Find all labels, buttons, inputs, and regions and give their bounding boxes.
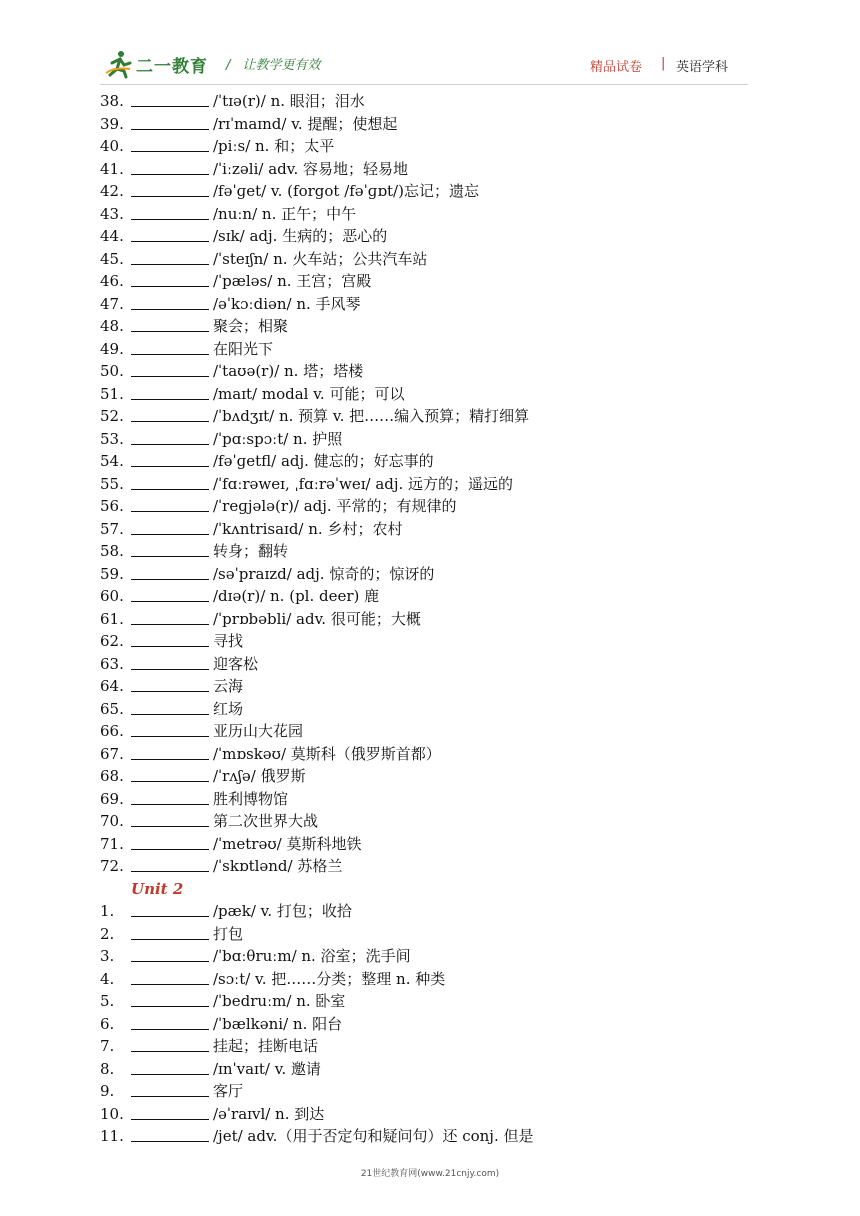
item-number: 5. <box>100 992 115 1010</box>
vocab-item <box>100 405 800 428</box>
vocab-item <box>100 900 800 923</box>
item-definition: 迎客松 <box>213 654 259 673</box>
answer-blank[interactable] <box>131 789 209 805</box>
answer-blank[interactable] <box>131 609 209 625</box>
item-definition: /səˈpraɪzd/ adj. 惊奇的；惊讶的 <box>213 564 435 583</box>
item-definition: /nuːn/ n. 正午；中午 <box>213 204 357 223</box>
vocab-item <box>100 428 800 451</box>
answer-blank[interactable] <box>131 834 209 850</box>
item-definition: /ˈkʌntrisaɪd/ n. 乡村；农村 <box>213 519 403 538</box>
item-number: 48. <box>100 317 124 335</box>
vocab-item <box>100 720 800 743</box>
vocab-item <box>100 338 800 361</box>
vocab-item <box>100 1125 800 1148</box>
item-definition: 在阳光下 <box>213 339 274 358</box>
vocab-item <box>100 203 800 226</box>
answer-blank[interactable] <box>131 204 209 220</box>
item-definition: /fəˈɡet/ v. (forgot /fəˈɡɒt/)忘记；遗忘 <box>213 182 479 200</box>
item-definition: /ˈtɪə(r)/ n. 眼泪；泪水 <box>213 92 365 110</box>
vocab-item <box>100 968 800 991</box>
item-number: 52. <box>100 407 124 425</box>
answer-blank[interactable] <box>131 744 209 760</box>
item-definition: /ˈsteɪʃn/ n. 火车站；公共汽车站 <box>213 249 428 268</box>
item-definition: /əˈraɪvl/ n. 到达 <box>213 1104 325 1123</box>
page-footer: 21世纪教育网(www.21cnjy.com) <box>360 1169 500 1179</box>
item-definition: /ɪnˈvaɪt/ v. 邀请 <box>213 1059 321 1078</box>
answer-blank[interactable] <box>131 406 209 422</box>
item-number: 45. <box>100 249 124 268</box>
item-definition: /dɪə(r)/ n. (pl. deer) 鹿 <box>213 587 380 605</box>
vocab-item <box>100 990 800 1013</box>
answer-blank[interactable] <box>131 564 209 580</box>
answer-blank[interactable] <box>131 136 209 152</box>
item-number: 47. <box>100 294 124 313</box>
item-definition: 胜利博物馆 <box>213 789 289 808</box>
vocab-item <box>100 450 800 473</box>
vocab-item <box>100 653 800 676</box>
item-number: 11. <box>100 1127 124 1145</box>
answer-blank[interactable] <box>131 1014 209 1030</box>
item-definition: 打包 <box>213 924 244 943</box>
item-number: 72. <box>100 857 124 875</box>
item-number: 10. <box>100 1104 124 1123</box>
vocab-item <box>100 293 800 316</box>
tag-subject: 英语学科 <box>676 60 729 75</box>
item-definition: /ˈtaʊə(r)/ n. 塔；塔楼 <box>213 362 364 380</box>
logo <box>104 48 208 80</box>
item-definition: 客厅 <box>213 1082 244 1100</box>
item-definition: /ˈmetrəʊ/ 莫斯科地铁 <box>213 834 362 853</box>
runner-logo-icon <box>104 49 134 79</box>
item-definition: 转身；翻转 <box>213 542 289 560</box>
tag-premium: 精品试卷 <box>590 60 643 75</box>
vocab-item <box>100 1080 800 1103</box>
answer-blank[interactable] <box>131 361 209 377</box>
tag-separator: | <box>661 56 666 71</box>
item-number: 43. <box>100 204 124 223</box>
item-definition: /maɪt/ modal v. 可能；可以 <box>213 384 405 403</box>
answer-blank[interactable] <box>131 496 209 512</box>
item-number: 58. <box>100 542 124 560</box>
vocab-item <box>100 360 800 383</box>
answer-blank[interactable] <box>131 159 209 175</box>
item-number: 65. <box>100 699 124 718</box>
item-definition: /ˈmɒskəʊ/ 莫斯科（俄罗斯首都） <box>213 744 441 763</box>
logo-text: 二一教育 <box>136 56 208 77</box>
item-number: 67. <box>100 744 124 763</box>
vocab-item <box>100 270 800 293</box>
answer-blank[interactable] <box>131 766 209 782</box>
item-definition: /ˈbælkəni/ n. 阳台 <box>213 1014 343 1033</box>
answer-blank[interactable] <box>131 519 209 535</box>
answer-blank[interactable] <box>131 699 209 715</box>
item-definition: /əˈkɔːdiən/ n. 手风琴 <box>213 294 361 313</box>
vocabulary-list <box>100 90 800 1148</box>
item-number: 55. <box>100 474 124 493</box>
vocab-item <box>100 90 800 113</box>
answer-blank[interactable] <box>131 586 209 602</box>
answer-blank[interactable] <box>131 1126 209 1142</box>
answer-blank[interactable] <box>131 114 209 130</box>
item-definition: /ˈrʌʃə/ 俄罗斯 <box>213 767 306 785</box>
answer-blank[interactable] <box>131 181 209 197</box>
vocab-item <box>100 585 800 608</box>
answer-blank[interactable] <box>131 1036 209 1052</box>
vocab-item <box>100 608 800 631</box>
item-number: 9. <box>100 1082 115 1100</box>
item-definition: /ˈreɡjələ(r)/ adj. 平常的；有规律的 <box>213 497 457 515</box>
item-number: 68. <box>100 767 124 785</box>
item-definition: 红场 <box>213 699 244 718</box>
item-number: 51. <box>100 384 124 403</box>
item-number: 39. <box>100 114 124 133</box>
vocab-item <box>100 1103 800 1126</box>
item-definition: /pæk/ v. 打包；收拾 <box>213 902 352 920</box>
item-definition: /ˈbɑːθruːm/ n. 浴室；洗手间 <box>213 947 411 965</box>
item-number: 60. <box>100 587 124 605</box>
vocab-item <box>100 383 800 406</box>
item-number: 64. <box>100 677 124 695</box>
vocab-item <box>100 158 800 181</box>
item-definition: 第二次世界大战 <box>213 812 319 830</box>
vocab-item <box>100 180 800 203</box>
vocab-item <box>100 315 800 338</box>
item-definition: /ˈpɑːspɔːt/ n. 护照 <box>213 429 343 448</box>
answer-blank[interactable] <box>131 856 209 872</box>
vocab-item <box>100 675 800 698</box>
vocab-item <box>100 945 800 968</box>
answer-blank[interactable] <box>131 924 209 940</box>
item-definition: /ˈfɑːrəweɪ, ˌfɑːrəˈweɪ/ adj. 远方的；遥远的 <box>213 474 514 493</box>
answer-blank[interactable] <box>131 654 209 670</box>
vocab-item <box>100 855 800 878</box>
item-number: 69. <box>100 789 124 808</box>
vocab-item <box>100 135 800 158</box>
item-number: 53. <box>100 429 124 448</box>
item-definition: /sɪk/ adj. 生病的；恶心的 <box>213 227 388 245</box>
vocab-item <box>100 540 800 563</box>
item-number: 57. <box>100 519 124 538</box>
slash-divider: / <box>226 58 231 73</box>
item-number: 46. <box>100 272 124 290</box>
item-number: 8. <box>100 1059 115 1078</box>
vocab-item <box>100 518 800 541</box>
item-definition: /ˈpæləs/ n. 王宫；宫殿 <box>213 272 372 290</box>
item-definition: /fəˈɡetfl/ adj. 健忘的；好忘事的 <box>213 452 434 470</box>
answer-blank[interactable] <box>131 946 209 962</box>
vocab-item <box>100 225 800 248</box>
vocab-item <box>100 248 800 271</box>
item-number: 63. <box>100 654 124 673</box>
item-definition: /ˈskɒtlənd/ 苏格兰 <box>213 857 343 875</box>
item-number: 38. <box>100 92 124 110</box>
answer-blank[interactable] <box>131 474 209 490</box>
answer-blank[interactable] <box>131 294 209 310</box>
answer-blank[interactable] <box>131 451 209 467</box>
answer-blank[interactable] <box>131 429 209 445</box>
answer-blank[interactable] <box>131 631 209 647</box>
item-number: 7. <box>100 1037 115 1055</box>
answer-blank[interactable] <box>131 541 209 557</box>
item-number: 54. <box>100 452 124 470</box>
answer-blank[interactable] <box>131 1059 209 1075</box>
unit-title: Unit 2 <box>131 879 184 898</box>
item-definition: /ˈprɒbəbli/ adv. 很可能；大概 <box>213 609 421 628</box>
vocab-item <box>100 563 800 586</box>
item-number: 66. <box>100 722 124 740</box>
vocab-item <box>100 473 800 496</box>
item-definition: /sɔːt/ v. 把……分类；整理 n. 种类 <box>213 969 446 988</box>
unit-heading-row <box>100 878 800 901</box>
item-definition: /jet/ adv.（用于否定句和疑问句）还 conj. 但是 <box>213 1127 534 1145</box>
vocab-item <box>100 810 800 833</box>
answer-blank[interactable] <box>131 91 209 107</box>
item-definition: 挂起；挂断电话 <box>213 1037 319 1055</box>
item-number: 40. <box>100 137 124 155</box>
item-definition: 云海 <box>213 677 244 695</box>
item-number: 56. <box>100 497 124 515</box>
item-definition: 聚会；相聚 <box>213 317 289 335</box>
answer-blank[interactable] <box>131 676 209 692</box>
answer-blank[interactable] <box>131 721 209 737</box>
item-number: 6. <box>100 1014 115 1033</box>
answer-blank[interactable] <box>131 991 209 1007</box>
vocab-item <box>100 1013 800 1036</box>
answer-blank[interactable] <box>131 226 209 242</box>
answer-blank[interactable] <box>131 271 209 287</box>
item-number: 71. <box>100 834 124 853</box>
item-number: 49. <box>100 339 124 358</box>
item-number: 4. <box>100 969 115 988</box>
vocab-item <box>100 743 800 766</box>
answer-blank[interactable] <box>131 1104 209 1120</box>
answer-blank[interactable] <box>131 384 209 400</box>
vocab-item <box>100 630 800 653</box>
vocab-item <box>100 788 800 811</box>
item-number: 42. <box>100 182 124 200</box>
vocab-item <box>100 1058 800 1081</box>
item-definition: 亚历山大花园 <box>213 722 304 740</box>
vocab-item <box>100 1035 800 1058</box>
vocab-item <box>100 923 800 946</box>
item-definition: /rɪˈmaɪnd/ v. 提醒；使想起 <box>213 114 398 133</box>
item-number: 44. <box>100 227 124 245</box>
vocab-item <box>100 698 800 721</box>
answer-blank[interactable] <box>131 901 209 917</box>
item-number: 62. <box>100 632 124 650</box>
vocab-item <box>100 765 800 788</box>
item-number: 61. <box>100 609 124 628</box>
header-divider <box>100 84 748 85</box>
slogan <box>226 54 320 73</box>
answer-blank[interactable] <box>131 811 209 827</box>
slogan-text: 让教学更有效 <box>242 58 321 73</box>
answer-blank[interactable] <box>131 249 209 265</box>
vocab-item <box>100 833 800 856</box>
answer-blank[interactable] <box>131 1081 209 1097</box>
item-number: 2. <box>100 924 115 943</box>
vocab-item <box>100 113 800 136</box>
item-number: 50. <box>100 362 124 380</box>
item-definition: /ˈiːzəli/ adv. 容易地；轻易地 <box>213 159 409 178</box>
answer-blank[interactable] <box>131 316 209 332</box>
item-number: 1. <box>100 902 115 920</box>
item-definition: 寻找 <box>213 632 244 650</box>
item-number: 3. <box>100 947 115 965</box>
item-number: 70. <box>100 812 124 830</box>
item-definition: /ˈbʌdʒɪt/ n. 预算 v. 把……编入预算；精打细算 <box>213 407 530 425</box>
answer-blank[interactable] <box>131 339 209 355</box>
item-number: 59. <box>100 564 124 583</box>
page-header <box>0 0 860 90</box>
answer-blank[interactable] <box>131 969 209 985</box>
item-definition: /ˈbedruːm/ n. 卧室 <box>213 992 346 1010</box>
vocab-item <box>100 495 800 518</box>
item-definition: /piːs/ n. 和；太平 <box>213 137 335 155</box>
item-number: 41. <box>100 159 124 178</box>
